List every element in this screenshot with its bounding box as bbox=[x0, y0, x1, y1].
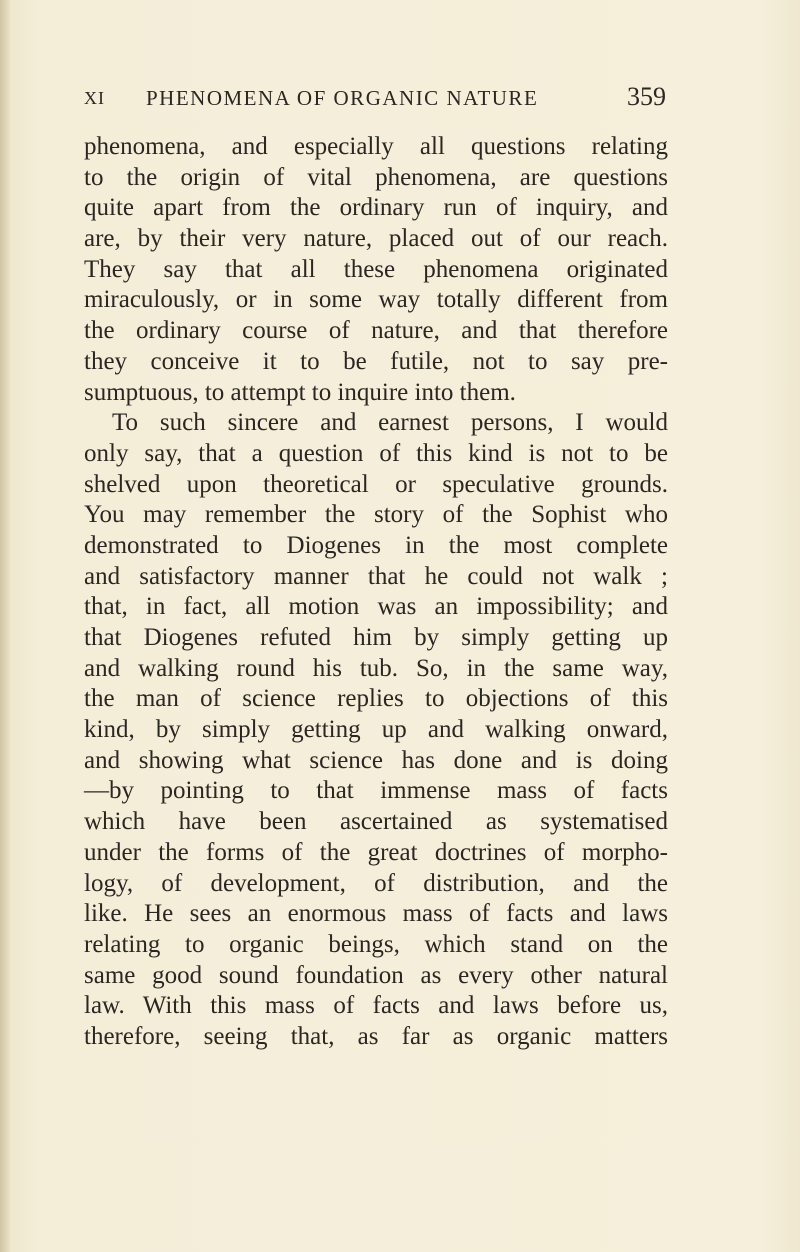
text-line: sumptuous, to attempt to inquire into them. bbox=[84, 378, 516, 406]
text-line: —by pointing to that immense mass of facts bbox=[84, 777, 668, 805]
text-line: shelved upon theoretical or speculative grounds. bbox=[84, 470, 668, 498]
text-line: law. With this mass of facts and laws before us, bbox=[84, 992, 668, 1020]
text-line: only say, that a question of this kind is not to be bbox=[84, 439, 668, 467]
text-line: which have been ascertained as systematised bbox=[84, 808, 668, 836]
text-line: phenomena, and especially all questions relating bbox=[84, 133, 668, 160]
text-line: that Diogenes refuted him by simply getting up bbox=[84, 624, 668, 651]
text-line: like. He sees an enormous mass of facts and laws bbox=[84, 900, 668, 928]
text-line: that, in fact, all motion was an impossibility; and bbox=[84, 593, 668, 621]
text-line: miraculously, or in some way totally different from bbox=[84, 286, 668, 314]
text-line: logy, of development, of distribution, and the bbox=[84, 869, 668, 897]
text-line: relating to organic beings, which stand on the bbox=[84, 930, 668, 958]
text-line: the ordinary course of nature, and that therefore bbox=[84, 317, 668, 345]
text-line: are, by their very nature, placed out of our reach. bbox=[84, 225, 668, 253]
running-head bbox=[84, 82, 666, 122]
text-line: To such sincere and earnest persons, I would bbox=[112, 409, 668, 437]
page-number: 359 bbox=[627, 82, 666, 111]
text-line: same good sound foundation as every other natural bbox=[84, 961, 668, 989]
text-line: They say that all these phenomena originated bbox=[84, 255, 668, 283]
text-line: kind, by simply getting up and walking onward, bbox=[84, 716, 668, 744]
text-line: and satisfactory manner that he could not walk ; bbox=[84, 562, 668, 590]
text-line: You may remember the story of the Sophist who bbox=[84, 501, 668, 529]
text-line: demonstrated to Diogenes in the most complete bbox=[84, 531, 668, 559]
text-line: and walking round his tub. So, in the same way, bbox=[84, 654, 668, 682]
page-gutter-shadow bbox=[0, 0, 10, 1252]
body-text bbox=[84, 132, 668, 1053]
text-line: to the origin of vital phenomena, are questions bbox=[84, 163, 668, 191]
text-line: the man of science replies to objections of this bbox=[84, 685, 668, 713]
text-line: and showing what science has done and is doing bbox=[84, 746, 668, 774]
text-line: under the forms of the great doctrines of morpho- bbox=[84, 838, 668, 866]
text-line: they conceive it to be futile, not to say pre- bbox=[84, 347, 668, 375]
text-line: quite apart from the ordinary run of inquiry, and bbox=[84, 194, 668, 222]
section-number: XI bbox=[84, 88, 105, 108]
running-title: PHENOMENA OF ORGANIC NATURE bbox=[146, 86, 539, 110]
text-line: therefore, seeing that, as far as organic matters bbox=[84, 1022, 668, 1050]
